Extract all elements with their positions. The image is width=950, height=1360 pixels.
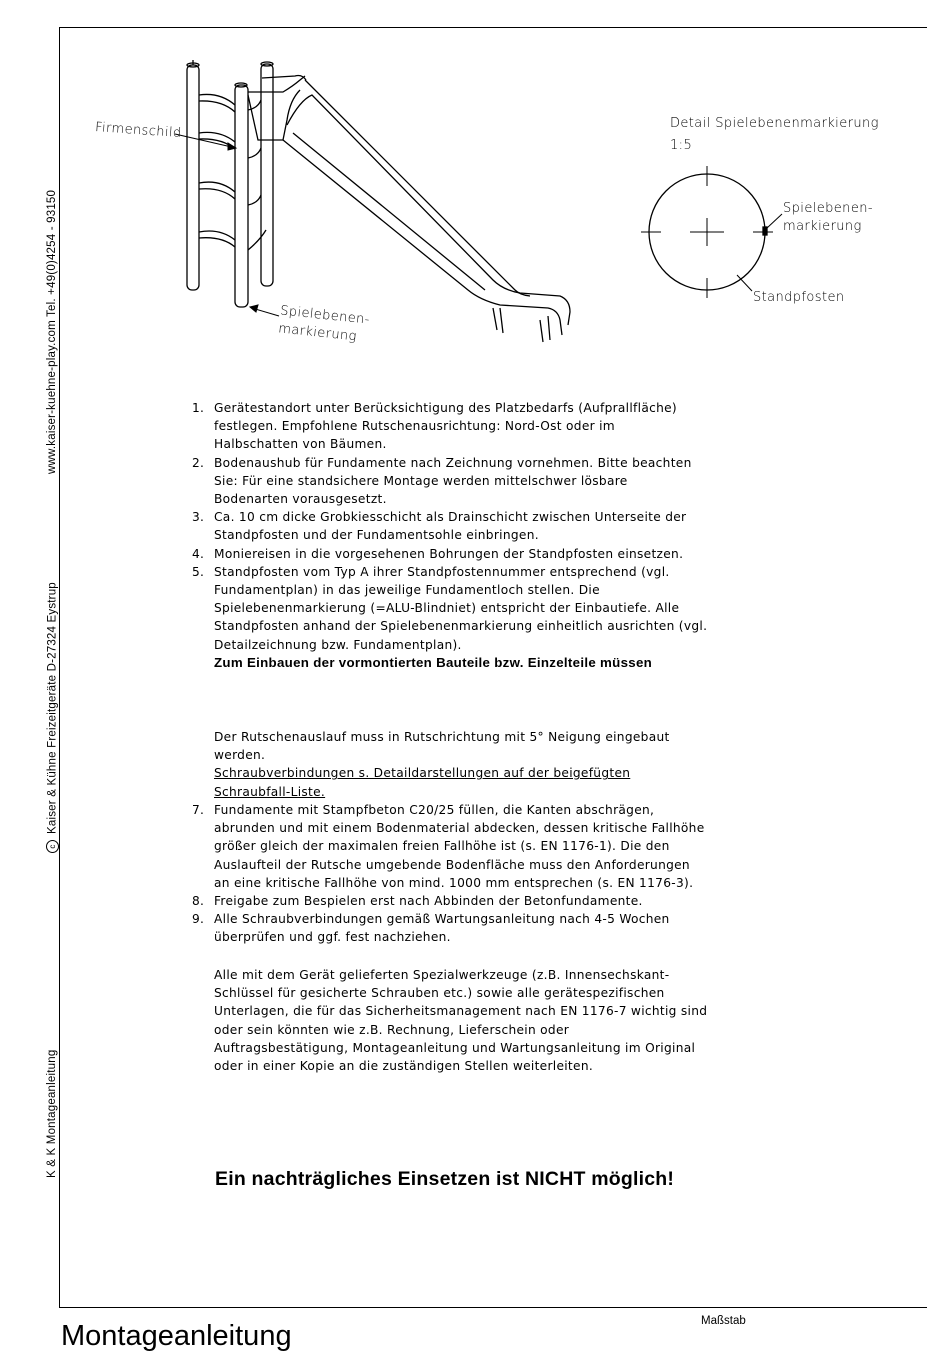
step-item [192,801,732,892]
step-text [214,801,732,892]
paragraph-line: oder in einer Kopie an die zuständigen Stellen weiterleiten. [214,1059,594,1074]
step-line: Standpfosten vom Typ A ihrer Standpfostennummer entsprechend (vgl. [214,564,670,579]
paragraph-line: Unterlagen, die für das Sicherheitsmanagement nach EN 1176-7 wichtig sind [214,1004,708,1019]
copyright-icon: c [46,840,59,853]
step-line: Bodenaushub für Fundamente nach Zeichnung vornehmen. Bitte beachten [214,455,692,470]
step-number: 7. [192,803,205,817]
step-number: 1. [192,401,205,415]
step-line: größer gleich der maximalen freien Fallhöhe ist (s. EN 1176-1). Die den [214,839,670,854]
detail-title: Detail Spielebenenmarkierung 1:5 [670,116,879,153]
step-line: abrunden und mit einem Bodenmaterial abdecken, dessen kritische Fallhöhe [214,821,705,836]
step-item [192,892,732,910]
step-text [214,399,732,454]
step-line: Fundamentplan) in das jeweilige Fundamentloch stellen. Die [214,583,600,598]
spielebenenmarkierung-label-left: Spielebenen- markierung [277,303,371,345]
step-item [192,454,732,509]
sidebar-contact: www.kaiser-kuehne-play.com Tel. +49(0)4254 - 93150 [46,189,58,474]
step-item [192,399,732,454]
step-line: Ca. 10 cm dicke Grobkiesschicht als Drainschicht zwischen Unterseite der [214,510,687,525]
step-text [214,910,732,946]
step-line: Bodenarten vorausgesetzt. [214,492,387,507]
step-line: Detailzeichnung bzw. Fundamentplan). [214,637,462,652]
step-number: 5. [192,564,205,579]
step-line: Sie: Für eine standsichere Montage werden mittelschwer lösbare [214,473,628,488]
instruction-steps-part1 [192,399,732,672]
sidebar-company [46,582,59,853]
step-line: Gerätestandort unter Berücksichtigung des Platzbedarfs (Aufprallfläche) [214,401,677,415]
step-line: an eine kritische Fallhöhe von mind. 1000 mm entsprechen (s. EN 1176-3). [214,875,694,890]
step-text [214,454,732,509]
step-number: 2. [192,455,205,470]
screw-note-link: Schraubverbindungen s. Detaildarstellungen auf der beigefügten [214,766,631,781]
step-text [214,563,732,654]
step-item [192,563,732,654]
chute-note: Der Rutschenauslauf muss in Rutschrichtung mit 5° Neigung eingebaut werden. Schraubverbindungen s. Detaildarstellungen auf der beigefügten Schraubfall-Liste. [214,728,734,801]
bold-note: Zum Einbauen der vormontierten Bauteile bzw. Einzelteile müssen [214,654,653,670]
slide-chute [248,76,570,343]
scale-label: Maßstab [701,1315,746,1327]
step-line: Fundamente mit Stampfbeton C20/25 füllen, die Kanten abschrägen, [214,803,655,817]
step-line: überprüfen und ggf. fest nachziehen. [214,930,451,945]
step-number: 8. [192,894,205,909]
paragraph-line: oder sein könnten wie z.B. Rechnung, Lieferschein oder [214,1022,570,1037]
sidebar-company-text: Kaiser & Kühne Freizeitgeräte D-27324 Eystrup [46,582,59,834]
firmenschild-label: Firmenschild [94,119,183,142]
step-line: Moniereisen in die vorgesehenen Bohrungen der Standpfosten einsetzen. [214,546,684,561]
paragraph-line: Schlüssel für gesicherte Schrauben etc.) sowie alle gerätespezifischen [214,986,665,1001]
step-line: Halbschatten von Bäumen. [214,437,387,452]
detail-circle [641,166,782,298]
step-text [214,892,732,910]
step-item [192,910,732,946]
step-line: Spielebenenmarkierung (=ALU-Blindniet) entspricht der Einbautiefe. Alle [214,601,680,616]
step-line: Standpfosten anhand der Spielebenenmarkierung einheitlich ausrichten (vgl. [214,619,708,634]
warning-text: Ein nachträgliches Einsetzen ist NICHT möglich! [215,1168,675,1190]
screw-note-link-2: Schraubfall-Liste. [214,784,326,799]
sidebar-doc-name: K & K Montageanleitung [46,1049,58,1178]
step-line: Alle Schraubverbindungen gemäß Wartungsanleitung nach 4-5 Wochen [214,912,670,927]
standpfosten-label: Standpfosten [753,290,845,305]
paragraph-line: Auftragsbestätigung, Montageanleitung und Wartungsanleitung im Original [214,1040,696,1055]
step-line: festlegen. Empfohlene Rutschenausrichtung: Nord-Ost oder im [214,419,615,434]
leader-lines [175,134,279,316]
step-line: Freigabe zum Bespielen erst nach Abbinden der Betonfundamente. [214,894,643,909]
step-item [192,545,732,563]
instruction-steps-part2 [192,801,732,947]
step-item [192,508,732,544]
step-number: 3. [192,510,205,525]
step-number: 9. [192,912,205,927]
ladder-rungs [199,94,266,250]
spielebenenmarkierung-label-right: Spielebenen- markierung [783,201,873,234]
final-paragraph [214,966,734,1075]
slide-posts [187,60,273,307]
step-text [214,508,732,544]
step-line: Standpfosten und der Fundamentsohle einbringen. [214,528,539,543]
paragraph-line: Alle mit dem Gerät gelieferten Spezialwerkzeuge (z.B. Innensechskant- [214,968,670,982]
step-text [214,545,732,563]
step-line: Auslaufteil der Rutsche umgebende Bodenfläche muss den Anforderungen [214,857,690,872]
step-number: 4. [192,546,205,561]
document-title: Montageanleitung [61,1320,292,1352]
